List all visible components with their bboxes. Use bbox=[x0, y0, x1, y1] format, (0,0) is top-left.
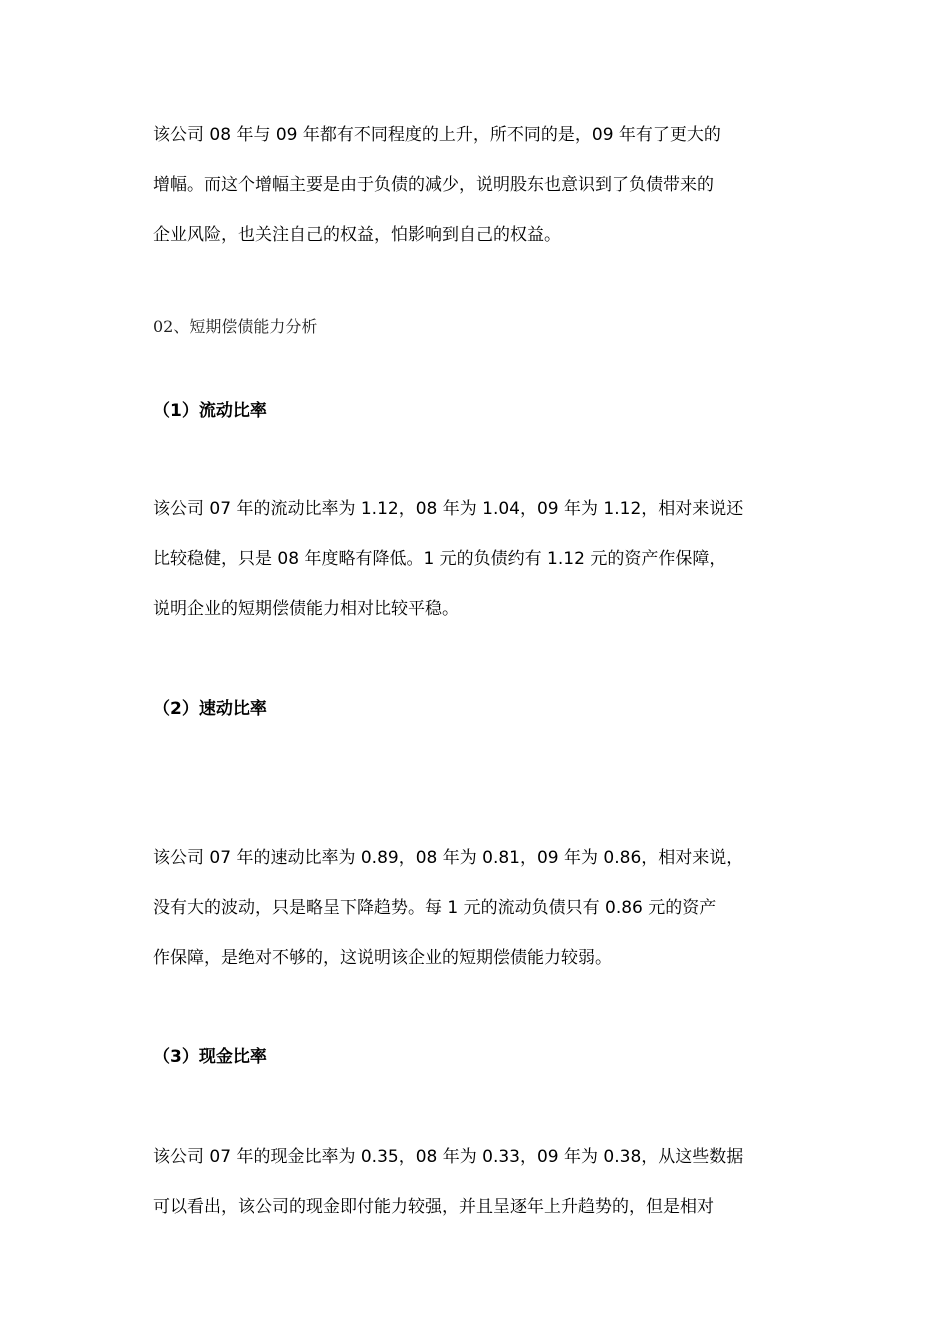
paragraph-line: 该公司 07 年的现金比率为 0.35，08 年为 0.33，09 年为 0.38，从这些数据 bbox=[153, 1147, 744, 1167]
intro-paragraph bbox=[153, 110, 803, 260]
paragraph-line: 该公司 08 年与 09 年都有不同程度的上升，所不同的是，09 年有了更大的 bbox=[153, 125, 721, 145]
cash-ratio-paragraph bbox=[153, 1132, 803, 1232]
paragraph-line: 没有大的波动，只是略呈下降趋势。每 1 元的流动负债只有 0.86 元的资产 bbox=[153, 898, 717, 918]
subheading-cash-ratio: （3）现金比率 bbox=[153, 1047, 267, 1067]
paragraph-line: 该公司 07 年的流动比率为 1.12，08 年为 1.04，09 年为 1.12，相对来说还 bbox=[153, 499, 744, 519]
paragraph-line: 作保障，是绝对不够的，这说明该企业的短期偿债能力较弱。 bbox=[153, 948, 612, 968]
paragraph-line: 说明企业的短期偿债能力相对比较平稳。 bbox=[153, 599, 459, 619]
paragraph-line: 可以看出，该公司的现金即付能力较强，并且呈逐年上升趋势的，但是相对 bbox=[153, 1197, 714, 1217]
paragraph-line: 比较稳健，只是 08 年度略有降低。1 元的负债约有 1.12 元的资产作保障， bbox=[153, 549, 727, 569]
paragraph-line: 增幅。而这个增幅主要是由于负债的减少，说明股东也意识到了负债带来的 bbox=[153, 175, 714, 195]
subheading-quick-ratio: （2）速动比率 bbox=[153, 699, 267, 719]
paragraph-line: 该公司 07 年的速动比率为 0.89，08 年为 0.81，09 年为 0.86，相对来说， bbox=[153, 848, 744, 868]
paragraph-line: 企业风险，也关注自己的权益，怕影响到自己的权益。 bbox=[153, 225, 561, 245]
quick-ratio-paragraph bbox=[153, 833, 803, 983]
subheading-current-ratio: （1）流动比率 bbox=[153, 401, 267, 421]
section-title: 02、短期偿债能力分析 bbox=[153, 317, 318, 336]
current-ratio-paragraph bbox=[153, 484, 803, 634]
